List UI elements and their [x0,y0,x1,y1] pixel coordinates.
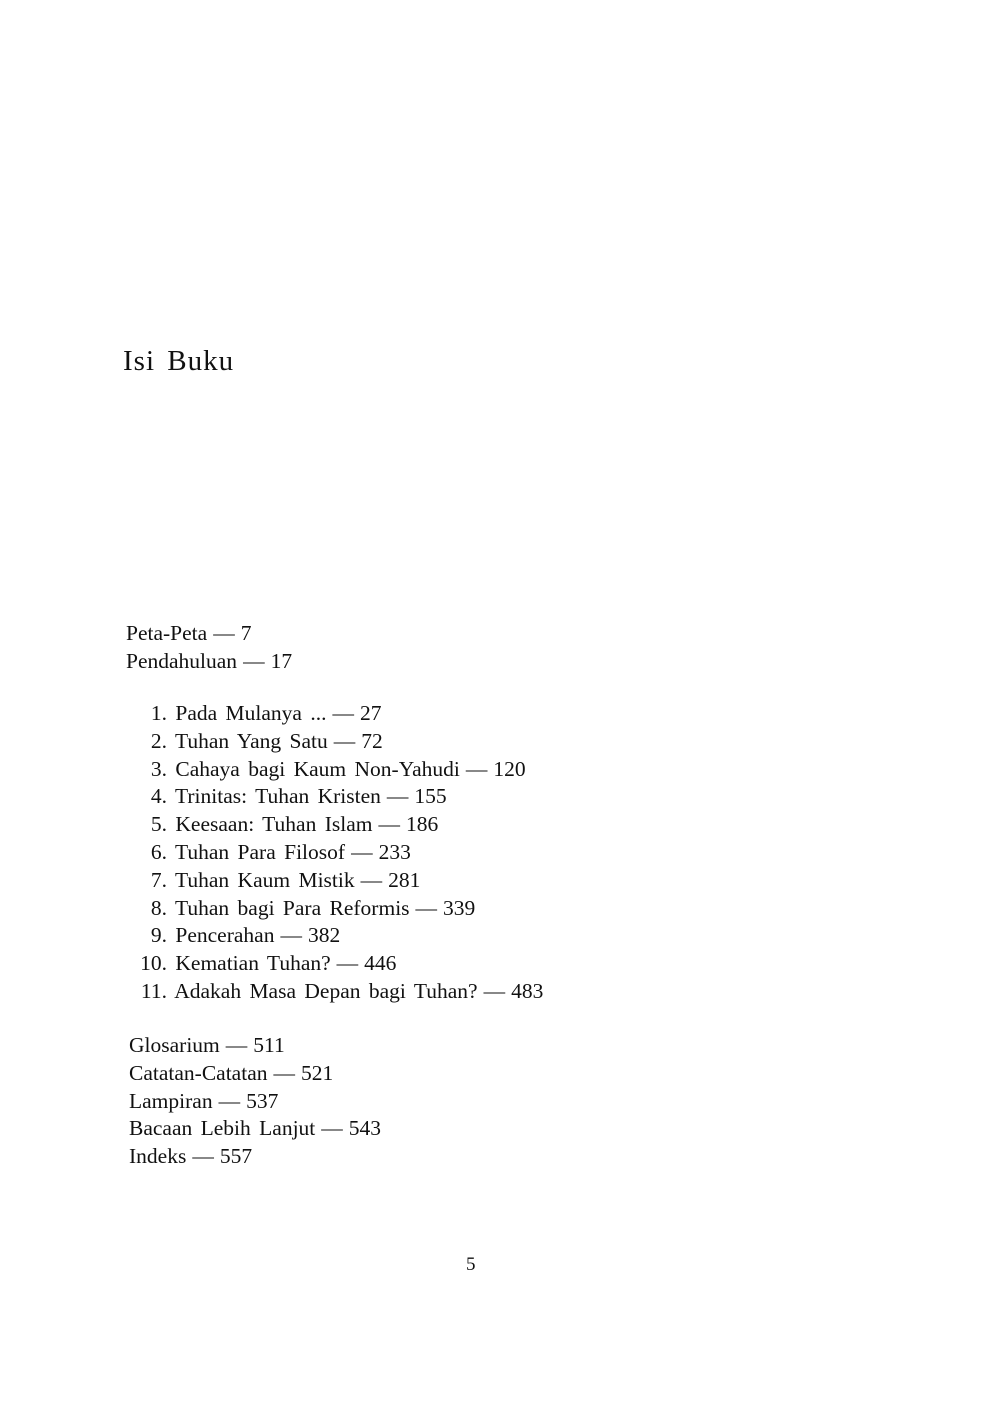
toc-chapter-3[interactable] [130,756,543,784]
chapter-page: 27 [359,701,382,725]
toc-entry-title: Indeks [129,1144,187,1169]
back-matter-list [129,1032,381,1171]
toc-chapter-10[interactable] [130,950,543,978]
chapter-number: 2. [150,728,167,753]
toc-entry-title: Glosarium [129,1033,220,1057]
toc-separator: — [243,648,265,673]
toc-separator: — [386,784,409,809]
chapter-title: Pencerahan [175,923,275,948]
toc-entry-catatan[interactable] [129,1060,381,1088]
toc-separator: — [280,923,302,948]
chapter-number: 1. [150,701,167,725]
chapter-page: 382 [307,923,341,948]
toc-chapter-2[interactable] [130,728,543,756]
toc-entry-page: 557 [219,1144,253,1169]
toc-entry-title: Pendahuluan [126,648,238,673]
chapter-title: Trinitas: Tuhan Kristen [175,784,381,809]
toc-entry-bacaan[interactable] [129,1115,381,1143]
chapter-list [130,700,543,1006]
toc-separator: — [273,1060,295,1085]
chapter-number: 7. [150,867,167,892]
toc-chapter-7[interactable] [130,867,543,895]
toc-chapter-8[interactable] [130,895,543,923]
chapter-title: Tuhan bagi Para Reformis [175,895,410,920]
chapter-number: 10. [140,951,167,976]
toc-chapter-5[interactable] [130,811,543,839]
toc-separator: — [483,978,506,1003]
chapter-page: 155 [414,784,447,809]
toc-entry-title: Bacaan Lebih Lanjut [129,1116,316,1141]
toc-separator: — [321,1116,343,1141]
toc-separator: — [351,839,373,864]
chapter-number: 5. [150,812,167,837]
chapter-page: 186 [405,812,439,837]
chapter-title: Tuhan Yang Satu [175,728,328,753]
chapter-number: 11. [140,978,167,1003]
chapter-title: Adakah Masa Depan bagi Tuhan? [174,978,478,1003]
toc-separator: — [218,1088,241,1113]
chapter-title: Tuhan Kaum Mistik [175,867,355,892]
toc-entry-page: 521 [301,1060,334,1085]
toc-entry-page: 7 [240,621,252,645]
toc-entry-page: 17 [270,648,293,673]
chapter-page: 72 [361,728,383,753]
chapter-number: 3. [150,756,167,781]
chapter-page: 281 [388,867,421,892]
chapter-number: 9. [150,923,167,948]
chapter-page: 483 [511,978,544,1003]
toc-chapter-9[interactable] [130,922,543,950]
toc-separator: — [192,1144,214,1169]
chapter-number: 6. [150,839,167,864]
chapter-number: 8. [150,895,167,920]
toc-entry-title: Peta-Peta [126,621,208,645]
toc-separator: — [360,867,383,892]
toc-chapter-4[interactable] [130,783,543,811]
chapter-title: Keesaan: Tuhan Islam [175,812,373,837]
toc-entry-peta-peta[interactable] [126,620,292,648]
toc-chapter-11[interactable] [130,978,543,1006]
toc-entry-title: Catatan-Catatan [129,1060,268,1085]
toc-separator: — [333,728,356,753]
toc-entry-glosarium[interactable] [129,1032,381,1060]
toc-entry-lampiran[interactable] [129,1088,381,1116]
toc-entry-title: Lampiran [129,1088,213,1113]
chapter-number: 4. [150,784,167,809]
toc-separator: — [225,1033,248,1057]
chapter-title: Cahaya bagi Kaum Non-Yahudi [175,756,460,781]
toc-entry-indeks[interactable] [129,1143,381,1171]
chapter-page: 446 [364,951,397,976]
chapter-page: 120 [493,756,526,781]
toc-chapter-6[interactable] [130,839,543,867]
chapter-title: Kematian Tuhan? [175,951,331,976]
page-number: 5 [466,1254,476,1275]
toc-entry-pendahuluan[interactable] [126,648,292,676]
toc-separator: — [213,621,235,645]
chapter-page: 339 [443,895,476,920]
toc-entry-page: 511 [253,1033,285,1057]
toc-separator: — [378,812,400,837]
toc-entry-page: 537 [246,1088,279,1113]
chapter-title: Tuhan Para Filosof [175,839,346,864]
toc-separator: — [336,951,359,976]
toc-separator: — [332,701,354,725]
front-matter-list [126,620,292,676]
page-title: Isi Buku [123,345,235,377]
chapter-page: 233 [378,839,411,864]
toc-chapter-1[interactable] [130,700,543,728]
chapter-title: Pada Mulanya ... [175,701,327,725]
toc-separator: — [415,895,438,920]
toc-separator: — [465,756,488,781]
toc-entry-page: 543 [348,1116,382,1141]
